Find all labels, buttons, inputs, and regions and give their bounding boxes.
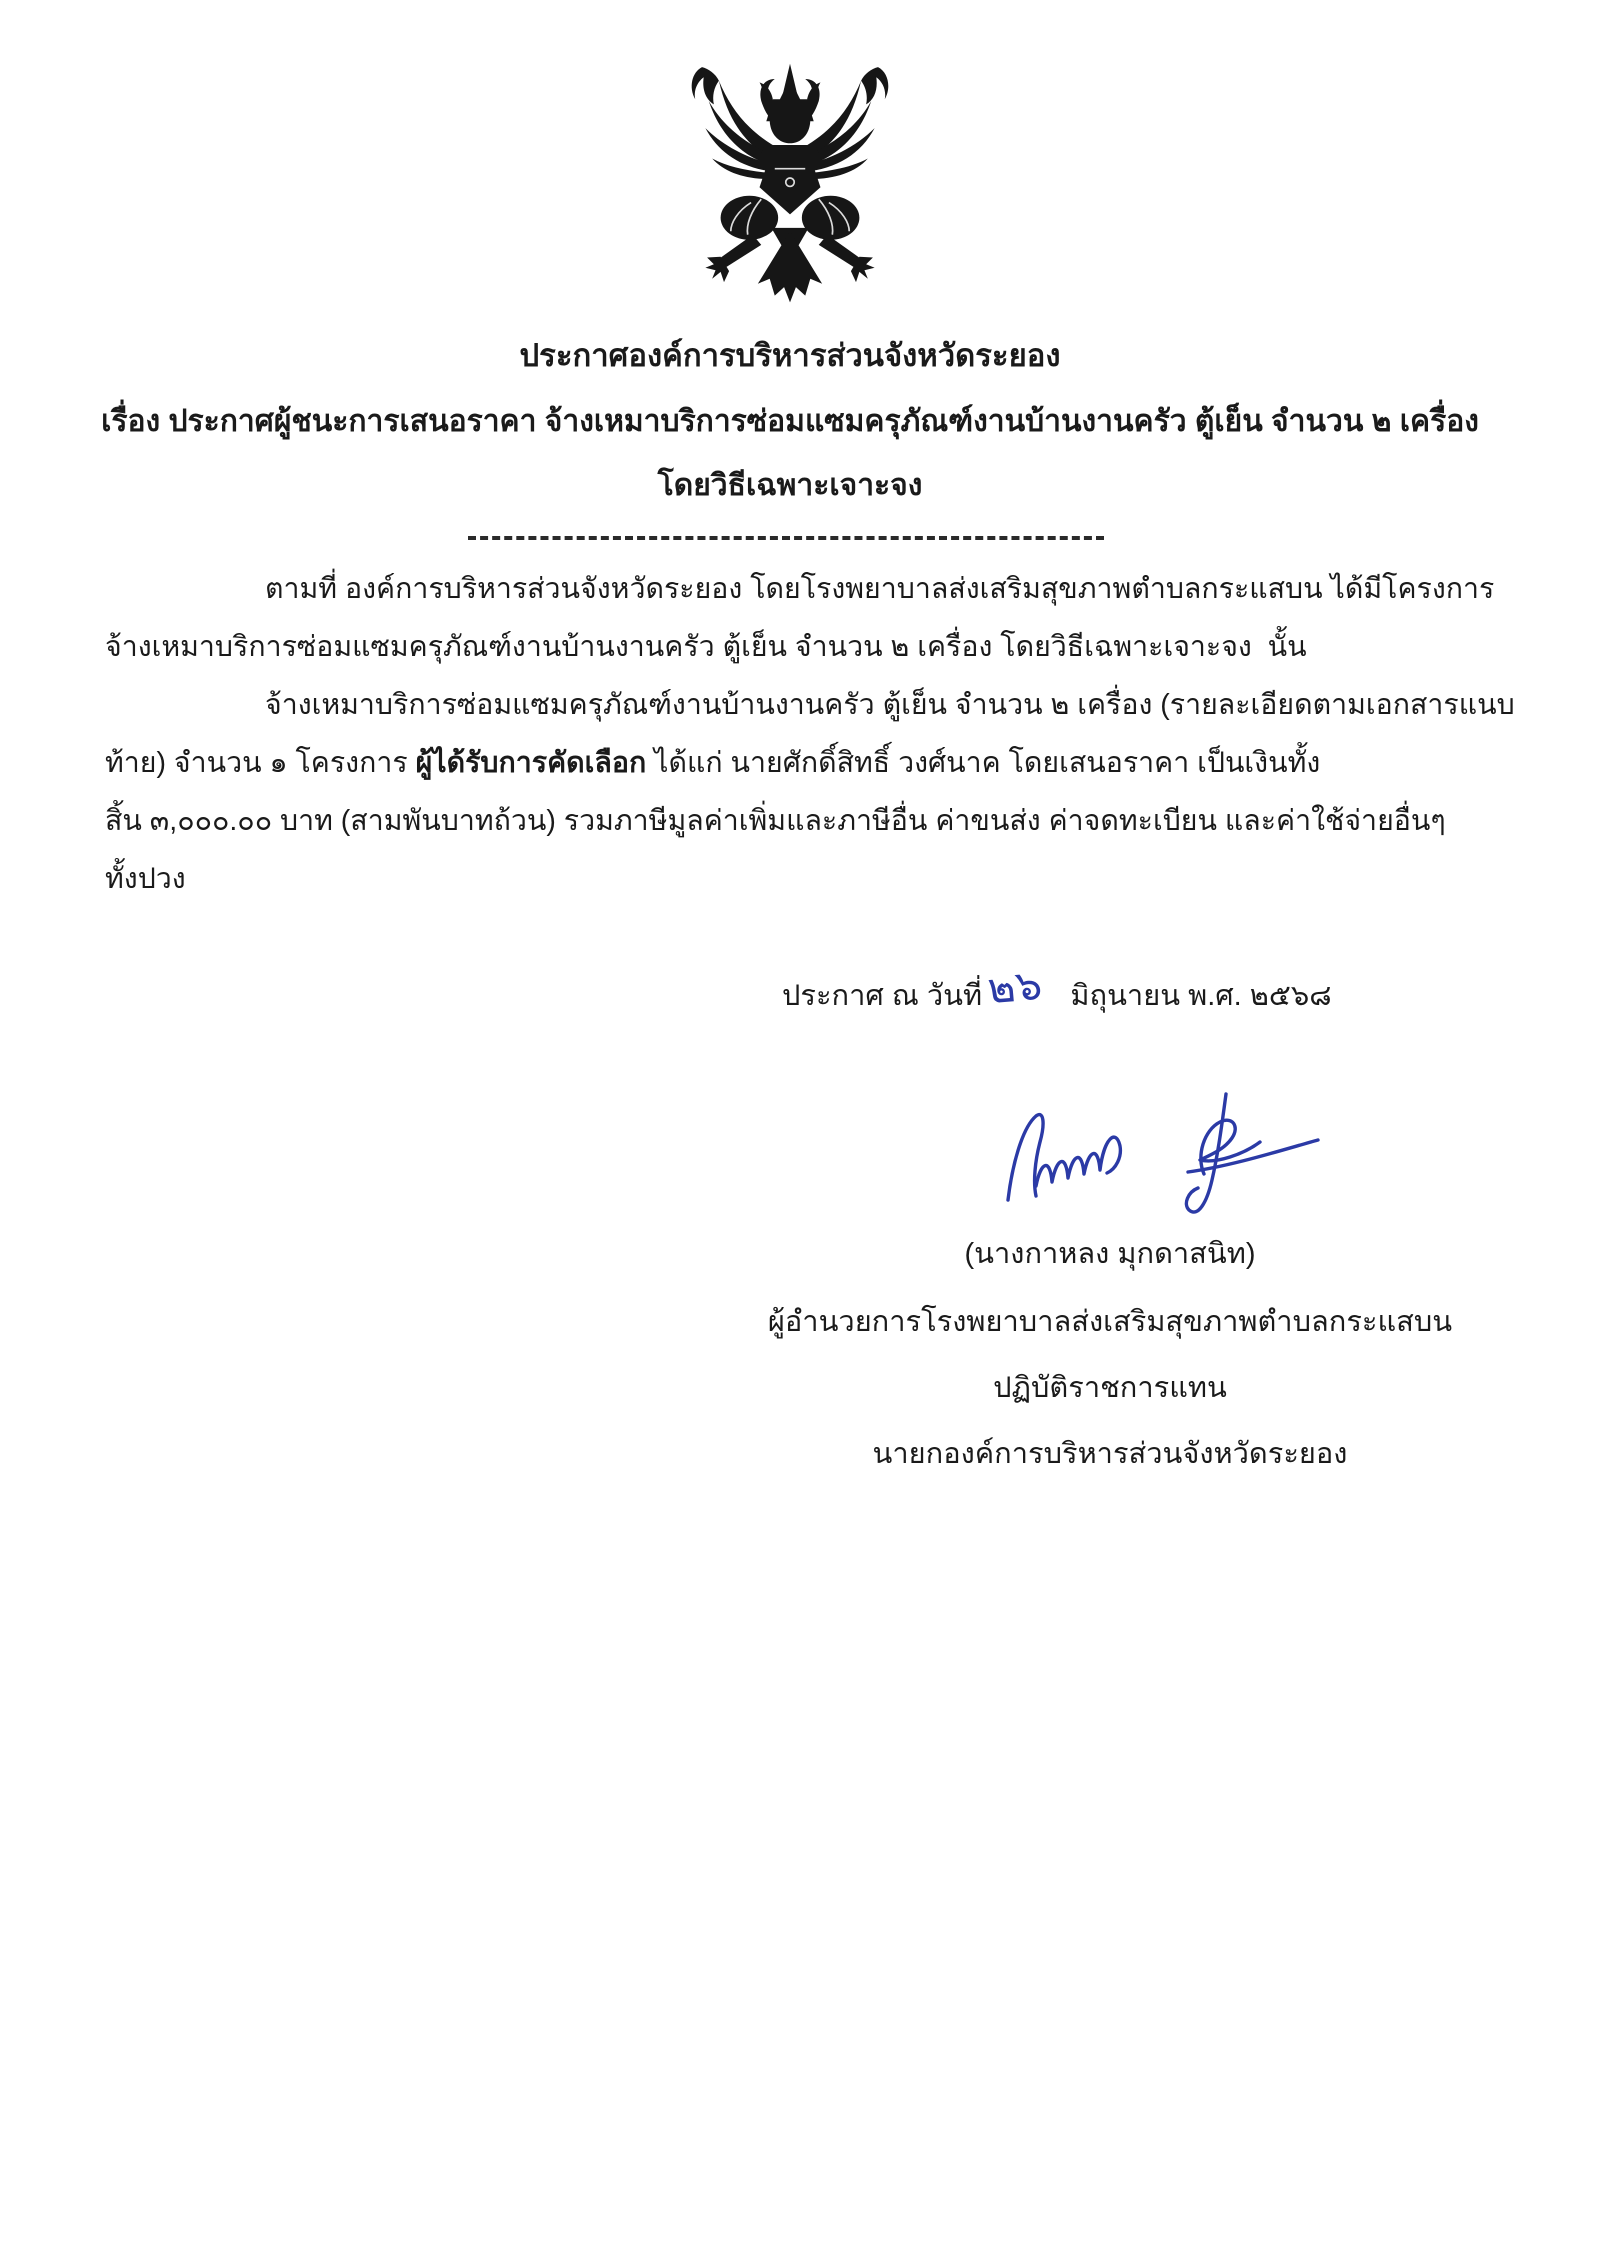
- body-line-1: ตามที่ องค์การบริหารส่วนจังหวัดระยอง โดยโรงพยาบาลส่งเสริมสุขภาพตำบลกระแสบน ได้มีโครงการ: [265, 573, 1495, 605]
- body-line-4-post: ได้แก่ นายศักดิ์สิทธิ์ วงศ์นาค โดยเสนอราคา เป็นเงินทั้ง: [646, 747, 1321, 779]
- subject-line-1: เรื่อง ประกาศผู้ชนะการเสนอราคา จ้างเหมาบริการซ่อมแซมครุภัณฑ์งานบ้านงานครัว ตู้เย็น จำนวน ๒ เครื่อง: [101, 405, 1479, 438]
- signer-position-2: ปฏิบัติราชการแทน: [993, 1372, 1227, 1404]
- subject-line-2: โดยวิธีเฉพาะเจาะจง: [657, 469, 923, 502]
- body-text: [105, 560, 1535, 908]
- body-line-4-bold: ผู้ได้รับการคัดเลือก: [415, 747, 647, 779]
- body-line-4: [105, 734, 1535, 792]
- announce-date-line: [782, 960, 1332, 1018]
- body-line-6: ทั้งปวง: [105, 863, 186, 895]
- signer-position-3: นายกองค์การบริหารส่วนจังหวัดระยอง: [872, 1438, 1348, 1470]
- date-suffix: มิถุนายน พ.ศ. ๒๕๖๘: [1070, 980, 1332, 1012]
- body-line-3: จ้างเหมาบริการซ่อมแซมครุภัณฑ์งานบ้านงานครัว ตู้เย็น จำนวน ๒ เครื่อง (รายละเอียดตามเอกสารแนบ: [265, 689, 1515, 721]
- body-line-4-pre: ท้าย) จำนวน ๑ โครงการ: [105, 747, 416, 779]
- date-prefix: ประกาศ ณ วันที่: [782, 980, 983, 1012]
- body-line-5: สิ้น ๓,๐๐๐.๐๐ บาท (สามพันบาทถ้วน) รวมภาษีมูลค่าเพิ่มและภาษีอื่น ค่าขนส่ง ค่าจดทะเบียน และค่าใช้จ่ายอื่นๆ: [105, 805, 1446, 837]
- handwritten-day: ๒๖: [985, 960, 1044, 1013]
- body-line-2: จ้างเหมาบริการซ่อมแซมครุภัณฑ์งานบ้านงานครัว ตู้เย็น จำนวน ๒ เครื่อง โดยวิธีเฉพาะเจาะจง นั้น: [105, 631, 1307, 663]
- document-title: ประกาศองค์การบริหารส่วนจังหวัดระยอง: [519, 338, 1061, 373]
- signer-position-1: ผู้อำนวยการโรงพยาบาลส่งเสริมสุขภาพตำบลกระแสบน: [767, 1306, 1453, 1338]
- signer-name: (นางกาหลง มุกดาสนิท): [964, 1238, 1256, 1270]
- garuda-emblem-icon: [680, 62, 900, 316]
- dashed-divider: [468, 536, 1104, 540]
- signature-ink-icon: [992, 1080, 1322, 1230]
